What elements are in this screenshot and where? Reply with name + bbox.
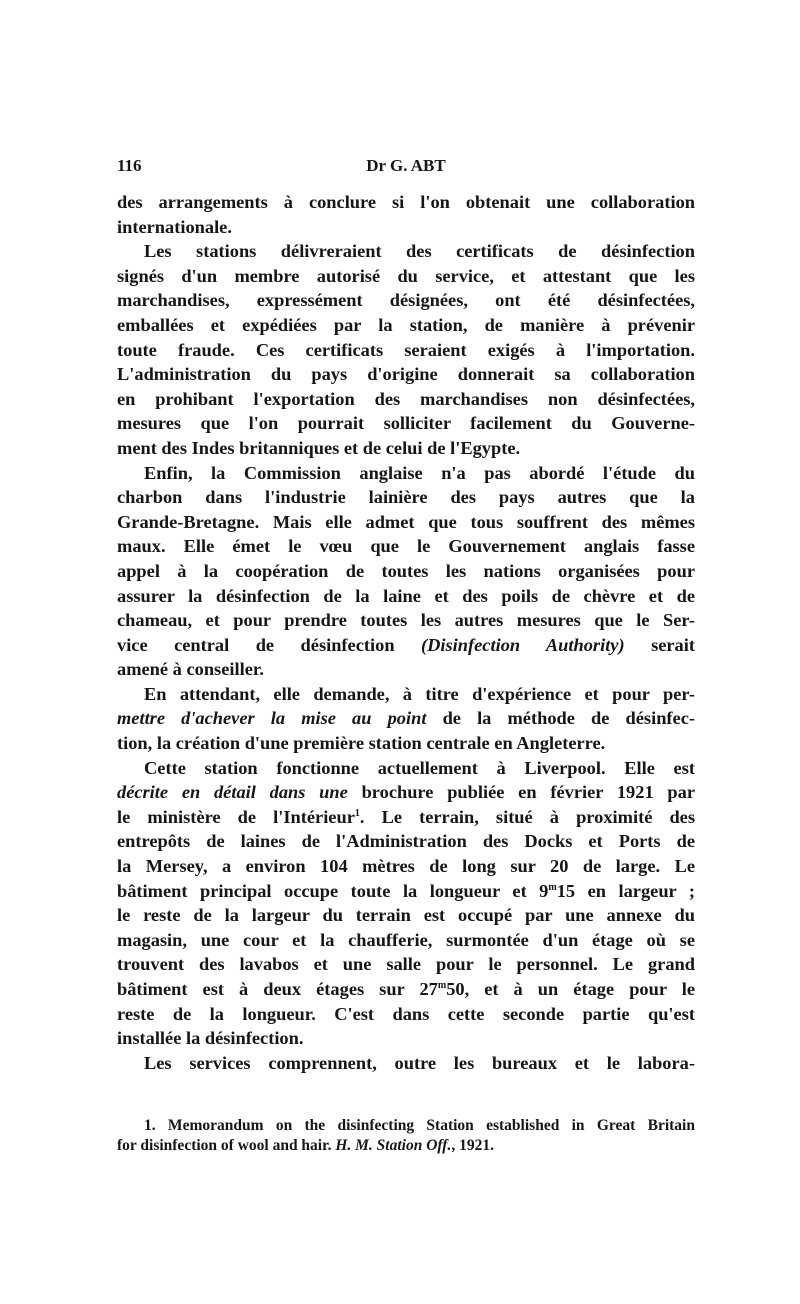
unit-superscript: m (548, 881, 557, 893)
text-line: Cette station fonctionne actuellement à Liverpool. Elle est (144, 757, 695, 778)
text-line: marchandises, expressément désignées, ont été désinfectées, (117, 290, 695, 311)
text-line: tion, la création d'une première station centrale en Angleterre. (117, 733, 606, 754)
text-segment: de la méthode de désinfec- (442, 708, 695, 729)
paragraph-2 (117, 239, 695, 460)
text-line: signés d'un membre autorisé du service, et attestant que les (117, 265, 695, 286)
text-line: appel à la coopération de toutes les nations organisées pour (117, 560, 695, 581)
italic-phrase: H. M. Station Off. (335, 1137, 452, 1154)
paragraph-4 (117, 682, 695, 756)
text-line: entrepôts de laines de l'Administration des Docks et Ports de (117, 831, 695, 852)
text-segment: 15 en largeur ; (556, 880, 695, 901)
text-line: assurer la désinfection de la laine et des poils de chèvre et de (117, 585, 695, 606)
text-segment: vice central de désinfection (117, 634, 395, 655)
paragraph-5 (117, 756, 695, 1051)
text-segment: . Le terrain, situé à proximité des (359, 806, 695, 827)
text-segment: 50, et à un étage pour le (446, 979, 695, 999)
text-segment: for disinfection of wool and hair. (117, 1137, 332, 1154)
text-line (117, 805, 695, 830)
body-text (117, 190, 695, 1075)
text-line: L'administration du pays d'origine donnerait sa collaboration (117, 364, 695, 385)
running-head (117, 156, 695, 180)
text-line: mesures que l'on pourrait solliciter facilement du Gouverne- (117, 413, 695, 434)
text-line: en prohibant l'exportation des marchandises non désinfectées, (117, 388, 695, 409)
text-line: maux. Elle émet le vœu que le Gouvernement anglais fasse (117, 536, 695, 557)
text-line: internationale. (117, 216, 232, 237)
text-line: emballées et expédiées par la station, de manière à prévenir (117, 314, 695, 335)
text-line: trouvent des lavabos et une salle pour le personnel. Le grand (117, 954, 695, 975)
text-line: des arrangements à conclure si l'on obtenait une collaboration (117, 192, 695, 212)
paragraph-6 (117, 1051, 695, 1076)
text-segment: bâtiment est à deux étages sur 27 (117, 979, 438, 999)
text-line: Les services comprennent, outre les bureaux et le labora- (144, 1052, 695, 1073)
footnote-line: 1. Memorandum on the disinfecting Station established in Great Britain (144, 1117, 695, 1134)
text-line: le reste de la largeur du terrain est occupé par une annexe du (117, 905, 695, 926)
text-line: En attendant, elle demande, à titre d'expérience et pour per- (144, 683, 695, 704)
text-line: magasin, une cour et la chaufferie, surmontée d'un étage où se (117, 929, 695, 950)
footnote-line (117, 1136, 695, 1156)
text-line (117, 780, 695, 805)
footnote-ref: 1 (354, 807, 360, 819)
italic-phrase: décrite en détail dans une (117, 782, 348, 803)
text-line (117, 977, 695, 1002)
text-line: Grande-Bretagne. Mais elle admet que tous souffrent des mêmes (117, 511, 695, 532)
text-line: toute fraude. Ces certificats seraient exigés à l'importation. (117, 339, 695, 360)
text-segment: bâtiment principal occupe toute la longueur et 9 (117, 880, 549, 901)
text-line: Enfin, la Commission anglaise n'a pas abordé l'étude du (144, 462, 695, 483)
text-line: ment des Indes britanniques et de celui de l'Egypte. (117, 437, 521, 458)
italic-phrase: mettre d'achever la mise au point (117, 708, 427, 729)
paragraph-1 (117, 190, 695, 239)
footnote (117, 1116, 695, 1156)
page-header-author: Dr G. ABT (366, 156, 446, 175)
italic-phrase: (Disinfection Authority) (421, 634, 625, 655)
unit-superscript: m (437, 979, 447, 991)
text-segment: , 1921. (451, 1137, 494, 1154)
text-line: Les stations délivreraient des certificats de désinfection (144, 241, 695, 262)
text-line (117, 879, 695, 904)
text-line: charbon dans l'industrie lainière des pays autres que la (117, 487, 695, 508)
text-segment: serait (651, 634, 695, 655)
text-line (117, 706, 695, 731)
text-segment: brochure publiée en février 1921 par (361, 782, 695, 803)
text-line: chameau, et pour prendre toutes les autres mesures que le Ser- (117, 610, 695, 631)
text-line: la Mersey, a environ 104 mètres de long sur 20 de large. Le (117, 856, 695, 877)
text-line (117, 633, 695, 658)
text-segment: le ministère de l'Intérieur (117, 806, 355, 827)
page-number: 116 (117, 156, 142, 175)
text-line: installée la désinfection. (117, 1028, 304, 1049)
text-line: reste de la longueur. C'est dans cette seconde partie qu'est (117, 1003, 695, 1024)
paragraph-3 (117, 461, 695, 682)
text-line: amené à conseiller. (117, 659, 264, 680)
